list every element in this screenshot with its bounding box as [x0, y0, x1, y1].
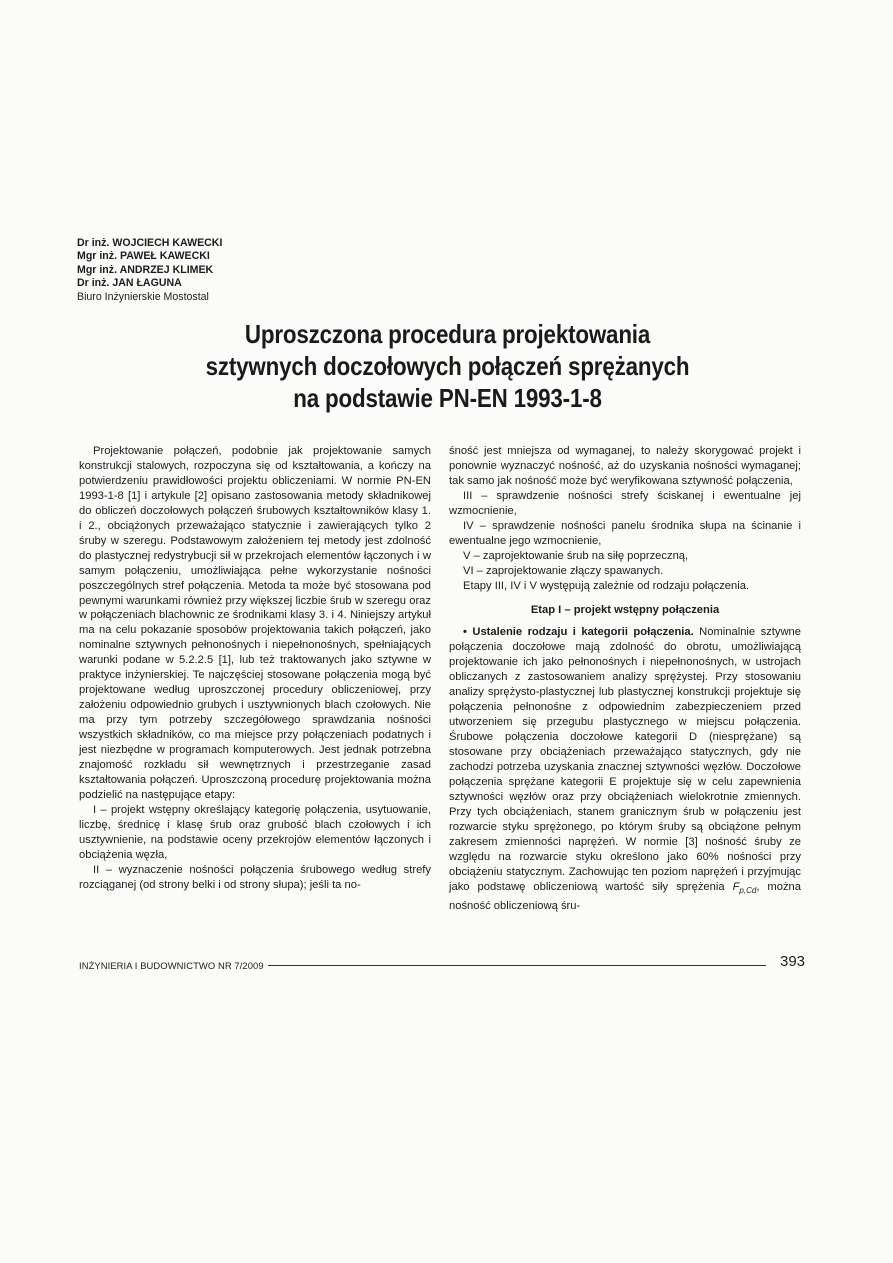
author-1 [77, 237, 222, 250]
bullet-icon: • [463, 626, 467, 639]
author-4 [77, 277, 222, 290]
author-2 [77, 250, 222, 263]
paragraph-body-a: Nominalnie sztywne połączenia doczołowe mają zdolność do obrotu, umożliwiającą projektowanie ich jako pełnonośnych i niepełnonośnych, w ustrojach obliczanych z zastosowaniem analizy sprężystej. Przy stosowaniu analizy sprężysto-plastycznej lub plastycznej konstrukcji projektuje się połączenia pełnonośne z odpowiednim zabezpieczeniem przed utworzeniem się przegubu plastycznego w miejscu połączenia. Śrubowe połączenia doczołowe kategorii D (niesprężane) są stosowane przy obciążeniach przeważająco statycznych, gdy nie zachodzi potrzeba uzyskania znacznej sztywności węzłów. Doczołowe połączenia sprężane kategorii E projektuje się w celu zapewnienia sztywności węzłów oraz przy obciążeniach wielokrotnie zmiennych. Przy tych obciążeniach, stanem granicznym śrub w połączeniu jest rozwarcie styku sprężonego, po którym śruby są obciążone pełnym zakresem zmienności naprężeń. W normie [3] nośność śruby ze względu na rozwarcie styku określono jako 60% nośności przy obciążeniu statycznym. Zachowując ten poziom naprężeń i przyjmując jako podstawę obliczeniową wartość siły sprężenia [449, 626, 802, 893]
title-line-3: na podstawie PN-EN 1993-1-8 [293, 383, 602, 413]
stage-6-item: VI – zaprojektowanie złączy spawanych. [463, 564, 664, 577]
author-2-name: PAWEŁ KAWECKI [119, 250, 210, 263]
title-line-1: Uproszczona procedura projektowania [244, 319, 651, 349]
paragraph-lead-in: Ustalenie rodzaju i kategorii połączenia. [472, 626, 694, 639]
author-4-name: JAN ŁAGUNA [112, 277, 182, 290]
force-symbol-main: F [732, 880, 740, 893]
right-column [449, 444, 801, 914]
author-1-degree: Dr inż. [77, 237, 110, 249]
author-3-name: ANDRZEJ KLIMEK [119, 263, 214, 276]
footer-rule [268, 965, 766, 966]
author-block [77, 237, 222, 304]
intro-paragraph: Projektowanie połączeń, podobnie jak projektowanie samych konstrukcji stalowych, rozpoczyna się od kształtowania, a kończy na potwierdzeniu prawidłowości projektu obliczeniami. W normie PN-EN 1993-1-8 [1] i artykule [2] opisano zastosowania metody składnikowej do obliczeń doczołowych połączeń śrubowych kształtowników klasy 1. i 2., obciążonych przeważająco statycznie i zawierających tylko 2 śruby w szeregu. Podstawowym założeniem tej metody jest zdolność do plastycznej redystrybucji sił w przekrojach elementów łączonych i w samym połączeniu, umożliwiająca pełne wykorzystanie nośności poszczególnych stref połączenia. Metoda ta może być stosowana pod pewnymi warunkami również przy większej liczbie śrub w szeregu oraz w połączeniach blachownic ze środnikami klasy 3. i 4. Niniejszy artykuł ma na celu pokazanie sposobów projektowania takich połączeń, jako nominalne sztywnych pełnonośnych i niepełnonośnych, spełniających warunki podane w 5.2.2.5 [1], lub też traktowanych jako sztywne w praktyce inżynierskiej. Te najczęściej stosowane połączenia mogą być projektowane według uproszczonej procedury obliczeniowej, przy założeniu odpowiednio grubych i usztywnionych blach czołowych. Nie ma przy tym potrzeby szczegółowego sprawdzania nośności wszystkich składników, co ma miejsce przy połączeniach podatnych i jest niezbędne w programach komputerowych. Jest jednak potrzebna znajomość rozkładu sił wewnętrznych i przestrzeganie zasad kształtowania połączeń. Uproszczoną procedurę projektowania można podzielić na następujące etapy: [79, 445, 431, 801]
author-4-degree: Dr inż. [77, 277, 110, 290]
stage-1-item: I – projekt wstępny określający kategorię połączenia, usytuowanie, liczbę, średnicę i klasę śrub oraz grubość blach czołowych i ich usztywnienie, na podstawie oceny przekrojów elementów łączonych i obciążenia węzła, [79, 803, 431, 861]
force-symbol-subscript: p,Cd [739, 885, 757, 895]
section-heading: Etap I – projekt wstępny połączenia [530, 603, 720, 616]
stage-5-item: V – zaprojektowanie śrub na siłę poprzeczną, [463, 549, 689, 562]
author-3-degree: Mgr inż. [77, 263, 118, 276]
force-symbol [733, 881, 757, 893]
article-title [114, 318, 781, 414]
paragraph-body-b: , można nośność obliczeniową śru- [449, 880, 801, 912]
title-line-2: sztywnych doczołowych połączeń sprężanych [205, 351, 690, 381]
stage-2-continuation: śność jest mniejsza od wymaganej, to należy skorygować projekt i ponownie wyznaczyć nośność, aż do uzyskania nośności wymaganej; tak samo jak nośność może być weryfikowana sztywność połączenia, [449, 445, 801, 487]
affiliation: Biuro Inżynierskie Mostostal [77, 290, 209, 303]
author-3 [77, 264, 222, 277]
stage-3-item: III – sprawdzenie nośności strefy ściskanej i ewentualne jej wzmocnienie, [449, 489, 801, 517]
connection-type-paragraph [449, 625, 801, 913]
page-number: 393 [780, 953, 806, 970]
author-2-degree: Mgr inż. [77, 250, 118, 263]
left-column [79, 444, 431, 893]
stages-note: Etapy III, IV i V występują zależnie od rodzaju połączenia. [463, 579, 750, 592]
stage-4-item: IV – sprawdzenie nośności panelu środnika słupa na ścinanie i ewentualne jego wzmocnienie, [449, 519, 801, 547]
journal-footer: INŻYNIERIA I BUDOWNICTWO NR 7/2009 [79, 960, 264, 971]
stage-2-item: II – wyznaczenie nośności połączenia śrubowego według strefy rozciąganej (od strony belki i od strony słupa); jeśli ta no- [79, 863, 431, 891]
author-1-name: WOJCIECH KAWECKI [112, 237, 223, 249]
